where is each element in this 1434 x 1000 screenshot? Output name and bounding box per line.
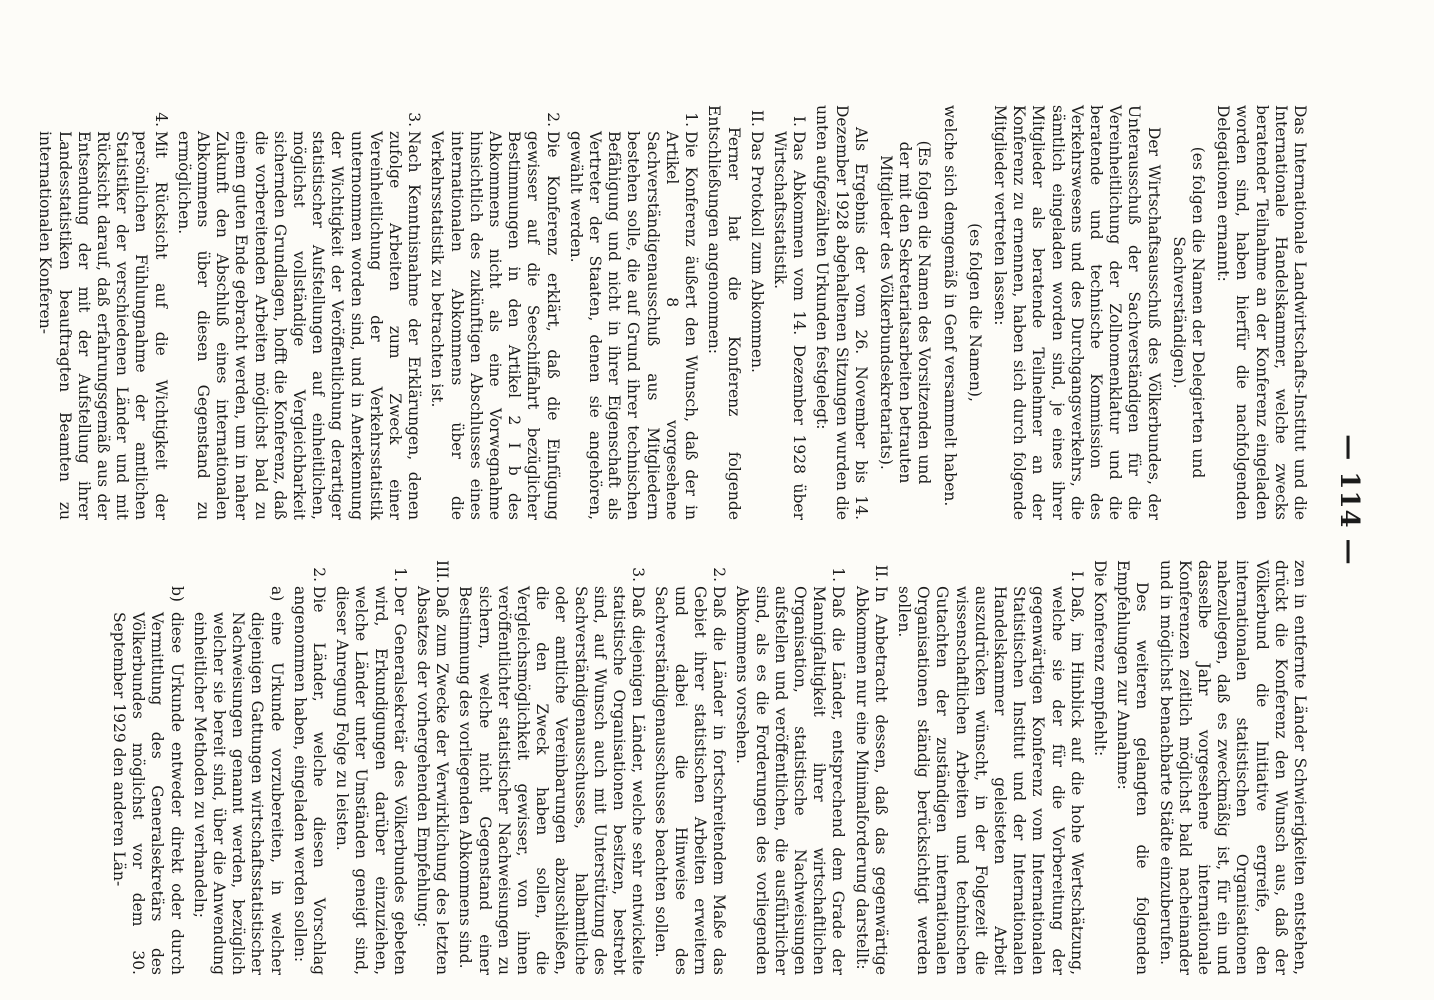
- list-item: [290, 560, 328, 975]
- section-item: [770, 105, 808, 520]
- item-text: Die Länder, welche diesen Vorschlag angenommen haben, eingeladen werden sollen:: [290, 586, 329, 975]
- item-number: 1.: [390, 567, 409, 582]
- sub-list-item: [190, 560, 286, 975]
- item-text: Daß die Länder in fortschreitendem Maße das Gebiet ihrer statistischen Arbeiten erweitern und dabei die Hinweise des Sachverständigenausschusses beachten sollen.: [652, 586, 729, 975]
- item-number: 1.: [829, 567, 848, 582]
- paragraph: Des weiteren gelangten die folgenden Empfehlungen zur Annahme:: [1114, 560, 1152, 975]
- paragraph: Das Internationale Landwirtschafts-Institut und die Internationale Handelskammer, welche zwecks beratender Teilnahme an der Konferenz eingeladen worden sind, haben hierfür die nachfolgenden Delegationen ernannt:: [1214, 105, 1309, 520]
- sub-list-item: [109, 560, 186, 975]
- section-item: [747, 105, 766, 520]
- list-item: [732, 560, 847, 975]
- section-number: I.: [790, 115, 809, 127]
- item-letter: a): [267, 586, 286, 602]
- item-number: 4.: [151, 112, 170, 127]
- recommendation-item: [851, 560, 889, 975]
- section-number: II.: [747, 109, 766, 127]
- item-letter: b): [167, 586, 186, 602]
- paragraph: Ferner hat die Konferenz folgende Entschließungen angenommen:: [705, 105, 743, 520]
- paragraph: (Es folgen die Namen des Vorsitzenden und der mit den Sekretariatsarbeiten betrauten Mitglieder des Völkerbundsekretariats).: [876, 140, 934, 485]
- item-number: III.: [433, 560, 452, 584]
- list-item: [566, 105, 700, 520]
- section-text: Das Protokoll zum Abkommen.: [747, 131, 766, 373]
- item-number: 3.: [405, 112, 424, 127]
- section-text: Das Abkommen vom 14. Dezember 1928 über Wirtschaftsstatistik.: [770, 131, 809, 520]
- list-item: [35, 105, 169, 520]
- item-number: II.: [871, 564, 890, 582]
- paragraph: Die Konferenz empfiehlt:: [1090, 560, 1109, 757]
- item-number: 1.: [682, 112, 701, 127]
- item-text: Die Konferenz erklärt, daß die Einfügung gewisser auf die Seeschiffahrt bezüglicher Bestimmungen in den Artikel 2 I b des Abkommens nicht als eine Vorwegnahme hinsichtlich des zukünftigen Abschlusses eines internationalen Abkommens über die Verkehrsstatistik zu betrachten ist.: [428, 131, 562, 520]
- item-text: Die Konferenz äußert den Wunsch, daß der in Artikel 8 vorgesehene Sachverständigenausschuß aus Mitgliedern bestehen solle, die auf Grund ihrer technischen Befähigung und nicht in ihrer Eigenschaft als Vertreter der Staaten, denen sie angehören, gewählt werden.: [566, 131, 701, 520]
- item-text: Mit Rücksicht auf die Wichtigkeit der persönlichen Fühlungnahme der amtlichen Statistiker der verschiedenen Länder und mit Rücksicht darauf, daß erfahrungsgemäß aus der Entsendung der mit der Aufstellung ihrer Landesstatistiken beauftragten Beamten zu internationalen Konferen-: [36, 131, 170, 520]
- item-number: I.: [1067, 570, 1086, 582]
- item-text: Nach Kenntnisnahme der Erklärungen, denen zufolge Arbeiten zum Zweck einer Vereinheitlichung der Verkehrsstatistik unternommen worden sind, und in Anerkennung der Wichtigkeit der Veröffentlichung derartiger statistischer Aufstellungen auf einheitlichen, möglichst vollständige Vergleichbarkeit sichernden Grundlagen, hofft die Konferenz, daß die vorbereitenden Arbeiten möglichst bald zu einem guten Ende gebracht werden, um in naher Zukunft den Abschluß eines internationalen Abkommens über diesen Gegenstand zu ermöglichen.: [174, 131, 424, 520]
- item-text: eine Urkunde vorzubereiten, in welcher diejenigen Gattungen wirtschaftsstatistischer Nachweisungen genannt werden, bezüglich welcher sie bereit sind, über die Anwendung einheitlicher Methoden zu verhandeln;: [190, 612, 286, 975]
- list-item: [174, 105, 424, 520]
- paragraph: Der Wirtschaftsausschuß des Völkerbundes, der Unterausschuß der Sachverständigen für die Vereinheitlichung der Zollnomenklatur und die beratende und technische Kommission des Verkehrswesens und des Durchgangsverkehrs, die sämtlich eingeladen worden sind, je eines ihrer Mitglieder als beratende Teilnehmer an der Konferenz zu ernennen, haben sich durch folgende Mitglieder vertreten lassen:: [990, 105, 1163, 520]
- list-item: [427, 105, 561, 520]
- paragraph: (es folgen die Namen der Delegierten und Sachverständigen).: [1169, 146, 1207, 479]
- item-number: 2.: [710, 567, 729, 582]
- item-number: 2.: [310, 567, 329, 582]
- item-text: Daß diejenigen Länder, welche sehr entwickelte statistische Organisationen besitzen, bestrebt sind, auf Wunsch auch mit Unterstützung des Sachverständigenausschusses, halbamtliche oder amtliche Vereinbarungen abzuschließen, die den Zweck haben sollen, die Vergleichsmöglichkeit gewisser, von ihnen veröffentlichter statistischer Nachweisungen zu sichern, welche nicht Gegenstand einer Bestimmung des vorliegenden Abkommens sind.: [456, 586, 648, 975]
- right-column: [105, 560, 1309, 975]
- item-text: In Anbetracht dessen, daß das gegenwärtige Abkommen nur eine Minimalforderung darstellt:: [852, 586, 890, 975]
- list-item: [455, 560, 647, 975]
- recommendation-item: [894, 560, 1086, 975]
- paragraph: Als Ergebnis der vom 26. November bis 14. Dezember 1928 abgehaltenen Sitzungen wurden die unten aufgezählten Urkunden festgelegt:: [813, 105, 870, 520]
- recommendation-item: [413, 560, 451, 975]
- list-item: [651, 560, 728, 975]
- paragraph: welche sich demgemäß in Genf versammelt haben.: [940, 105, 959, 507]
- item-text: Daß die Länder, entsprechend dem Grade der Mannigfaltigkeit ihrer wirtschaftlichen Organisation, statistische Nachweisungen aufstellen und veröffentlichen, die ausführlicher sind, als es die Forderungen des vorliegenden Abkommens vorsehen.: [733, 586, 848, 975]
- item-number: 2.: [543, 112, 562, 127]
- list-item: [332, 560, 409, 975]
- left-column: [31, 105, 1309, 520]
- paragraph: zen in entfernte Länder Schwierigkeiten entstehen, drückt die Konferenz den Wunsch aus, daß der Völkerbund die Initiative ergreife, den internationalen statistischen Organisationen nahezulegen, daß es zweckmäßig ist, für ein und dasselbe Jahr vorgesehene internationale Konferenzen zeitlich möglichst bald nacheinander und in möglichst benachbarte Städte einzuberufen.: [1156, 560, 1309, 975]
- item-text: Der Generalsekretär des Völkerbundes gebeten wird, Erkundigungen darüber einzuziehen, welche Länder unter Umständen geneigt sind, dieser Anregung Folge zu leisten.: [333, 586, 409, 975]
- item-number: 3.: [629, 567, 648, 582]
- page-number: — 114 —: [1334, 434, 1364, 566]
- paragraph: (es folgen die Namen),: [965, 223, 984, 402]
- item-text: diese Urkunde entweder direkt oder durch Vermittlung des Generalsekretärs des Völkerbundes möglichst vor dem 30. September 1929 den anderen Län-: [110, 612, 186, 975]
- item-text: Daß, im Hinblick auf die hohe Wertschätzung, welche sie der für die Vorbereitung der gegenwärtigen Konferenz vom Internationalen Statistischen Institut und der Internationalen Handelskammer geleisteten Arbeit auszudrücken wünscht, in der Folgezeit die wissenschaftlichen Arbeiten und technischen Gutachten der zuständigen internationalen Organisationen ständig berücksichtigt werden sollen.: [894, 586, 1086, 975]
- item-text: Daß zum Zwecke der Verwirklichung des letzten Absatzes der vorhergehenden Empfehlung:: [414, 586, 452, 975]
